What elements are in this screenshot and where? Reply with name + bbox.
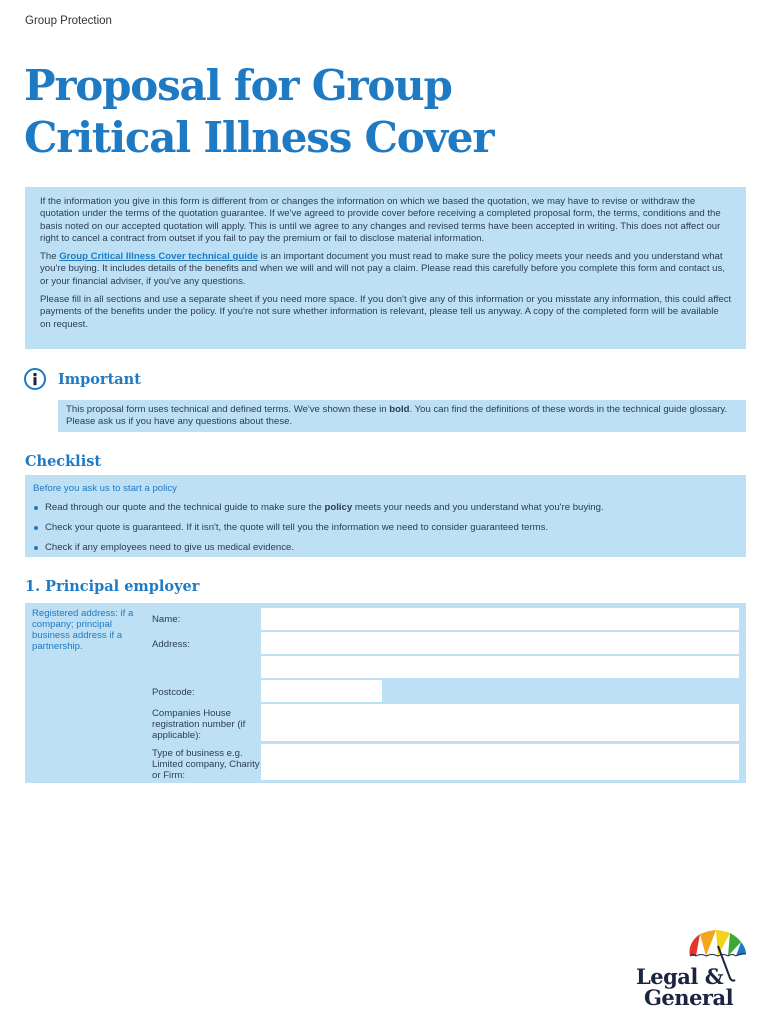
address-field-line-2[interactable] [261,656,739,678]
header-label: Group Protection [25,15,112,27]
technical-guide-link[interactable]: Group Critical Illness Cover technical guide [59,251,259,263]
name-field[interactable] [261,608,739,630]
postcode-field[interactable] [261,680,382,702]
checklist-list [33,502,738,554]
logo-line-1: Legal & [636,964,724,989]
principal-employer-heading: 1. Principal employer [25,578,200,595]
intro-p2-suffix: is an important document you must read to make sure the policy meets your needs and you understand what you're buying. It includes details of the benefits and when we will and will not pay a claim. Please read this carefully before you complete this form and contact us, or your financial adviser, if you've any questions. [40,251,725,287]
checklist-intro: Before you ask us to start a policy [33,483,177,494]
checklist-item-1-bold: policy [324,502,353,513]
checklist-item: Check your quote is guaranteed. If it isn't, the quote will tell you the information we need to consider guaranteed terms. [33,522,738,534]
principal-employer-panel [25,603,746,783]
intro-paragraph-1: If the information you give in this form is different from or changes the information on which we based the quotation, we may have to revise or withdraw the quotation under the terms of the quotation guarantee. If we've agreed to provide cover before receiving a completed proposal form, the terms, conditions and the basis noted on our accepted quotation will apply. This is until we agree to any changes and revised terms have been accepted in writing. This does not affect our right to cancel a contract from outset if you fail to pay the premium or fail to disclose material information. [40,196,721,244]
important-text-bold: bold [389,404,410,415]
business-type-field[interactable] [261,744,739,780]
important-note [58,400,746,432]
legal-general-logo [630,926,750,1011]
checklist-item-1-suffix: meets your needs and you understand what you're buying. [352,502,604,513]
registered-address-note: Registered address: if a company; principal business address if a partnership. [32,608,134,652]
checklist-item: Check if any employees need to give us medical evidence. [33,542,738,554]
checklist-item-1-prefix: Read through our quote and the technical guide to make sure the [45,502,325,513]
intro-paragraph-3: Please fill in all sections and use a separate sheet if you need more space. If you don't give any of this information or you misstate any information, this could affect payments of the benefits under the policy. If you're not sure whether information is relevant, please tell us anyway. A copy of the completed form will be available on request. [40,294,732,330]
checklist-panel [25,475,746,557]
page-title [24,60,744,164]
companies-house-label: Companies House registration number (if applicable): [152,708,246,741]
name-label: Name: [152,614,181,625]
info-icon [24,368,46,390]
important-heading: Important [58,371,141,388]
title-line-2: Critical Illness Cover [24,113,494,162]
checklist-item [33,502,738,514]
intro-paragraph-2 [40,251,732,288]
title-line-1: Proposal for Group [24,61,452,110]
important-text-suffix: . You can find the definitions of these words in the technical guide glossary. Please ask us if you have any questions about these. [66,404,728,428]
important-text-prefix: This proposal form uses technical and defined terms. We've shown these in [66,404,390,415]
address-label: Address: [152,639,190,650]
postcode-label: Postcode: [152,687,195,698]
logo-line-2: General [644,985,734,1010]
intro-p2-prefix: The [40,251,60,263]
business-type-label: Type of business e.g. Limited company, Charity or Firm: [152,748,260,781]
checklist-heading: Checklist [25,453,102,470]
companies-house-field[interactable] [261,704,739,741]
intro-panel [25,187,746,349]
address-field-line-1[interactable] [261,632,739,654]
